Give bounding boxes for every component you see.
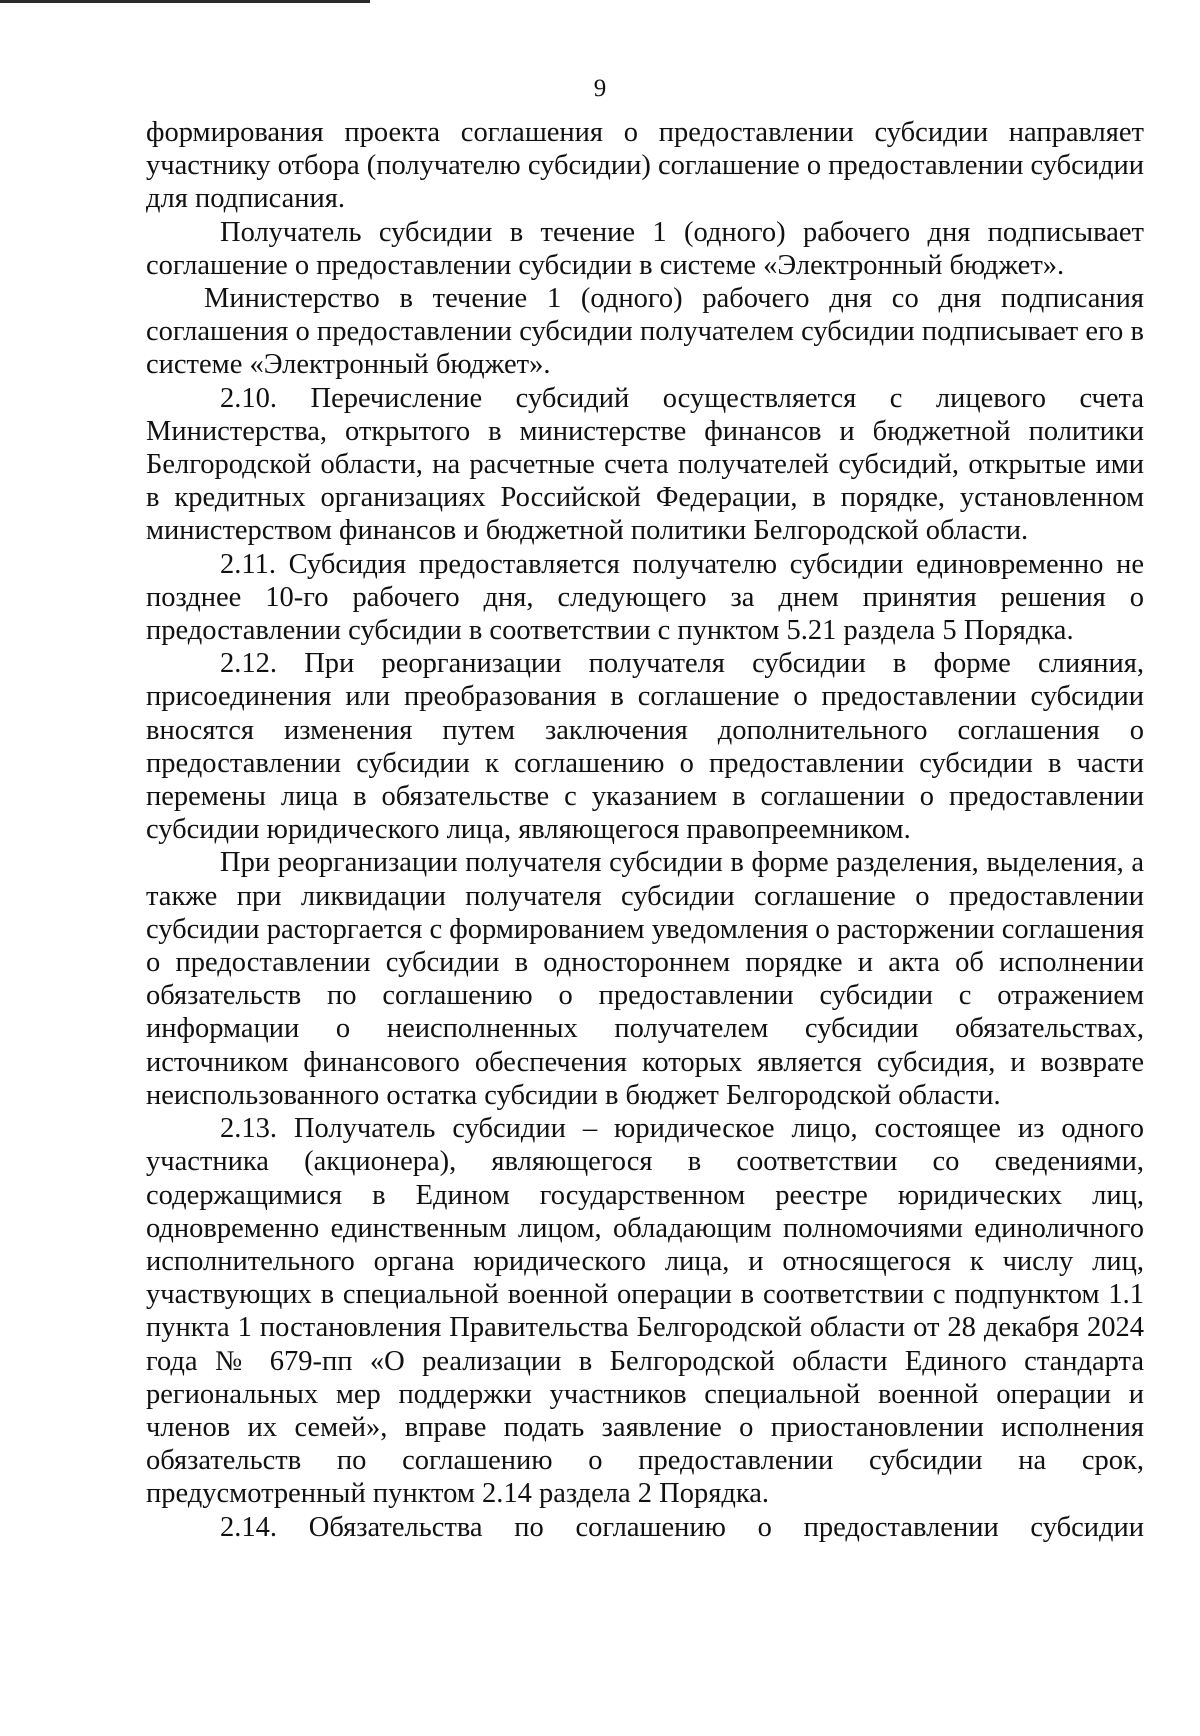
paragraph-recipient-signs: Получатель субсидии в течение 1 (одного) рабочего дня подписывает соглашение о предоставлении субсидии в системе «Электронный бюджет».	[146, 216, 1144, 281]
paragraph-2-13: 2.13. Получатель субсидии – юридическое лицо, состоящее из одного участника (акционера), являющегося в соответствии со сведениями, содержащимися в Едином государственном реестре юридических лиц, одновременно единственным лицом, обладающим полномочиями единоличного исполнительного органа юридического лица, и относящегося к числу лиц, участвующих в специальной военной операции в соответствии с подпунктом 1.1 пункта 1 постановления Правительства Белгородской области от 28 декабря 2024 года № 679-пп «О реализации в Белгородской области Единого стандарта региональных мер поддержки участников специальной военной операции и членов их семей», вправе подать заявление о приостановлении исполнения обязательств по соглашению о предоставлении субсидии на срок, предусмотренный пунктом 2.14 раздела 2 Порядка.	[146, 1113, 1144, 1510]
document-body	[146, 116, 1144, 1544]
paragraph-2-14: 2.14. Обязательства по соглашению о предоставлении субсидии	[220, 1511, 1144, 1543]
paragraph-2-10: 2.10. Перечисление субсидий осуществляется с лицевого счета Министерства, открытого в министерстве финансов и бюджетной политики Белгородской области, на расчетные счета получателей субсидий, открытые ими в кредитных организациях Российской Федерации, в порядке, установленном министерством финансов и бюджетной политики Белгородской области.	[146, 382, 1144, 547]
paragraph-continuation: формирования проекта соглашения о предоставлении субсидии направляет участнику отбора (получателю субсидии) соглашение о предоставлении субсидии для подписания.	[146, 117, 1145, 215]
paragraph-ministry-signs: Министерство в течение 1 (одного) рабочего дня со дня подписания соглашения о предоставлении субсидии получателем субсидии подписывает его в системе «Электронный бюджет».	[146, 283, 1144, 381]
paragraph-2-12: 2.12. При реорганизации получателя субсидии в форме слияния, присоединения или преобразования в соглашение о предоставлении субсидии вносятся изменения путем заключения дополнительного соглашения о предоставлении субсидии к соглашению о предоставлении субсидии в части перемены лица в обязательстве с указанием в соглашении о предоставлении субсидии юридического лица, являющегося правопреемником.	[146, 648, 1144, 846]
page-number: 9	[593, 75, 607, 102]
paragraph-2-11: 2.11. Субсидия предоставляется получателю субсидии единовременно не позднее 10-го рабочего дня, следующего за днем принятия решения о предоставлении субсидии в соответствии с пунктом 5.21 раздела 5 Порядка.	[146, 548, 1144, 647]
scan-edge-mark	[0, 0, 370, 3]
paragraph-reorganization: При реорганизации получателя субсидии в форме разделения, выделения, а также при ликвидации получателя субсидии соглашение о предоставлении субсидии расторгается с формированием уведомления о расторжении соглашения о предоставлении субсидии в одностороннем порядке и акта об исполнении обязательств по соглашению о предоставлении субсидии с отражением информации о неисполненных получателем субсидии обязательствах, источником финансового обеспечения которых является субсидия, и возврате неиспользованного остатка субсидии в бюджет Белгородской области.	[146, 847, 1144, 1111]
